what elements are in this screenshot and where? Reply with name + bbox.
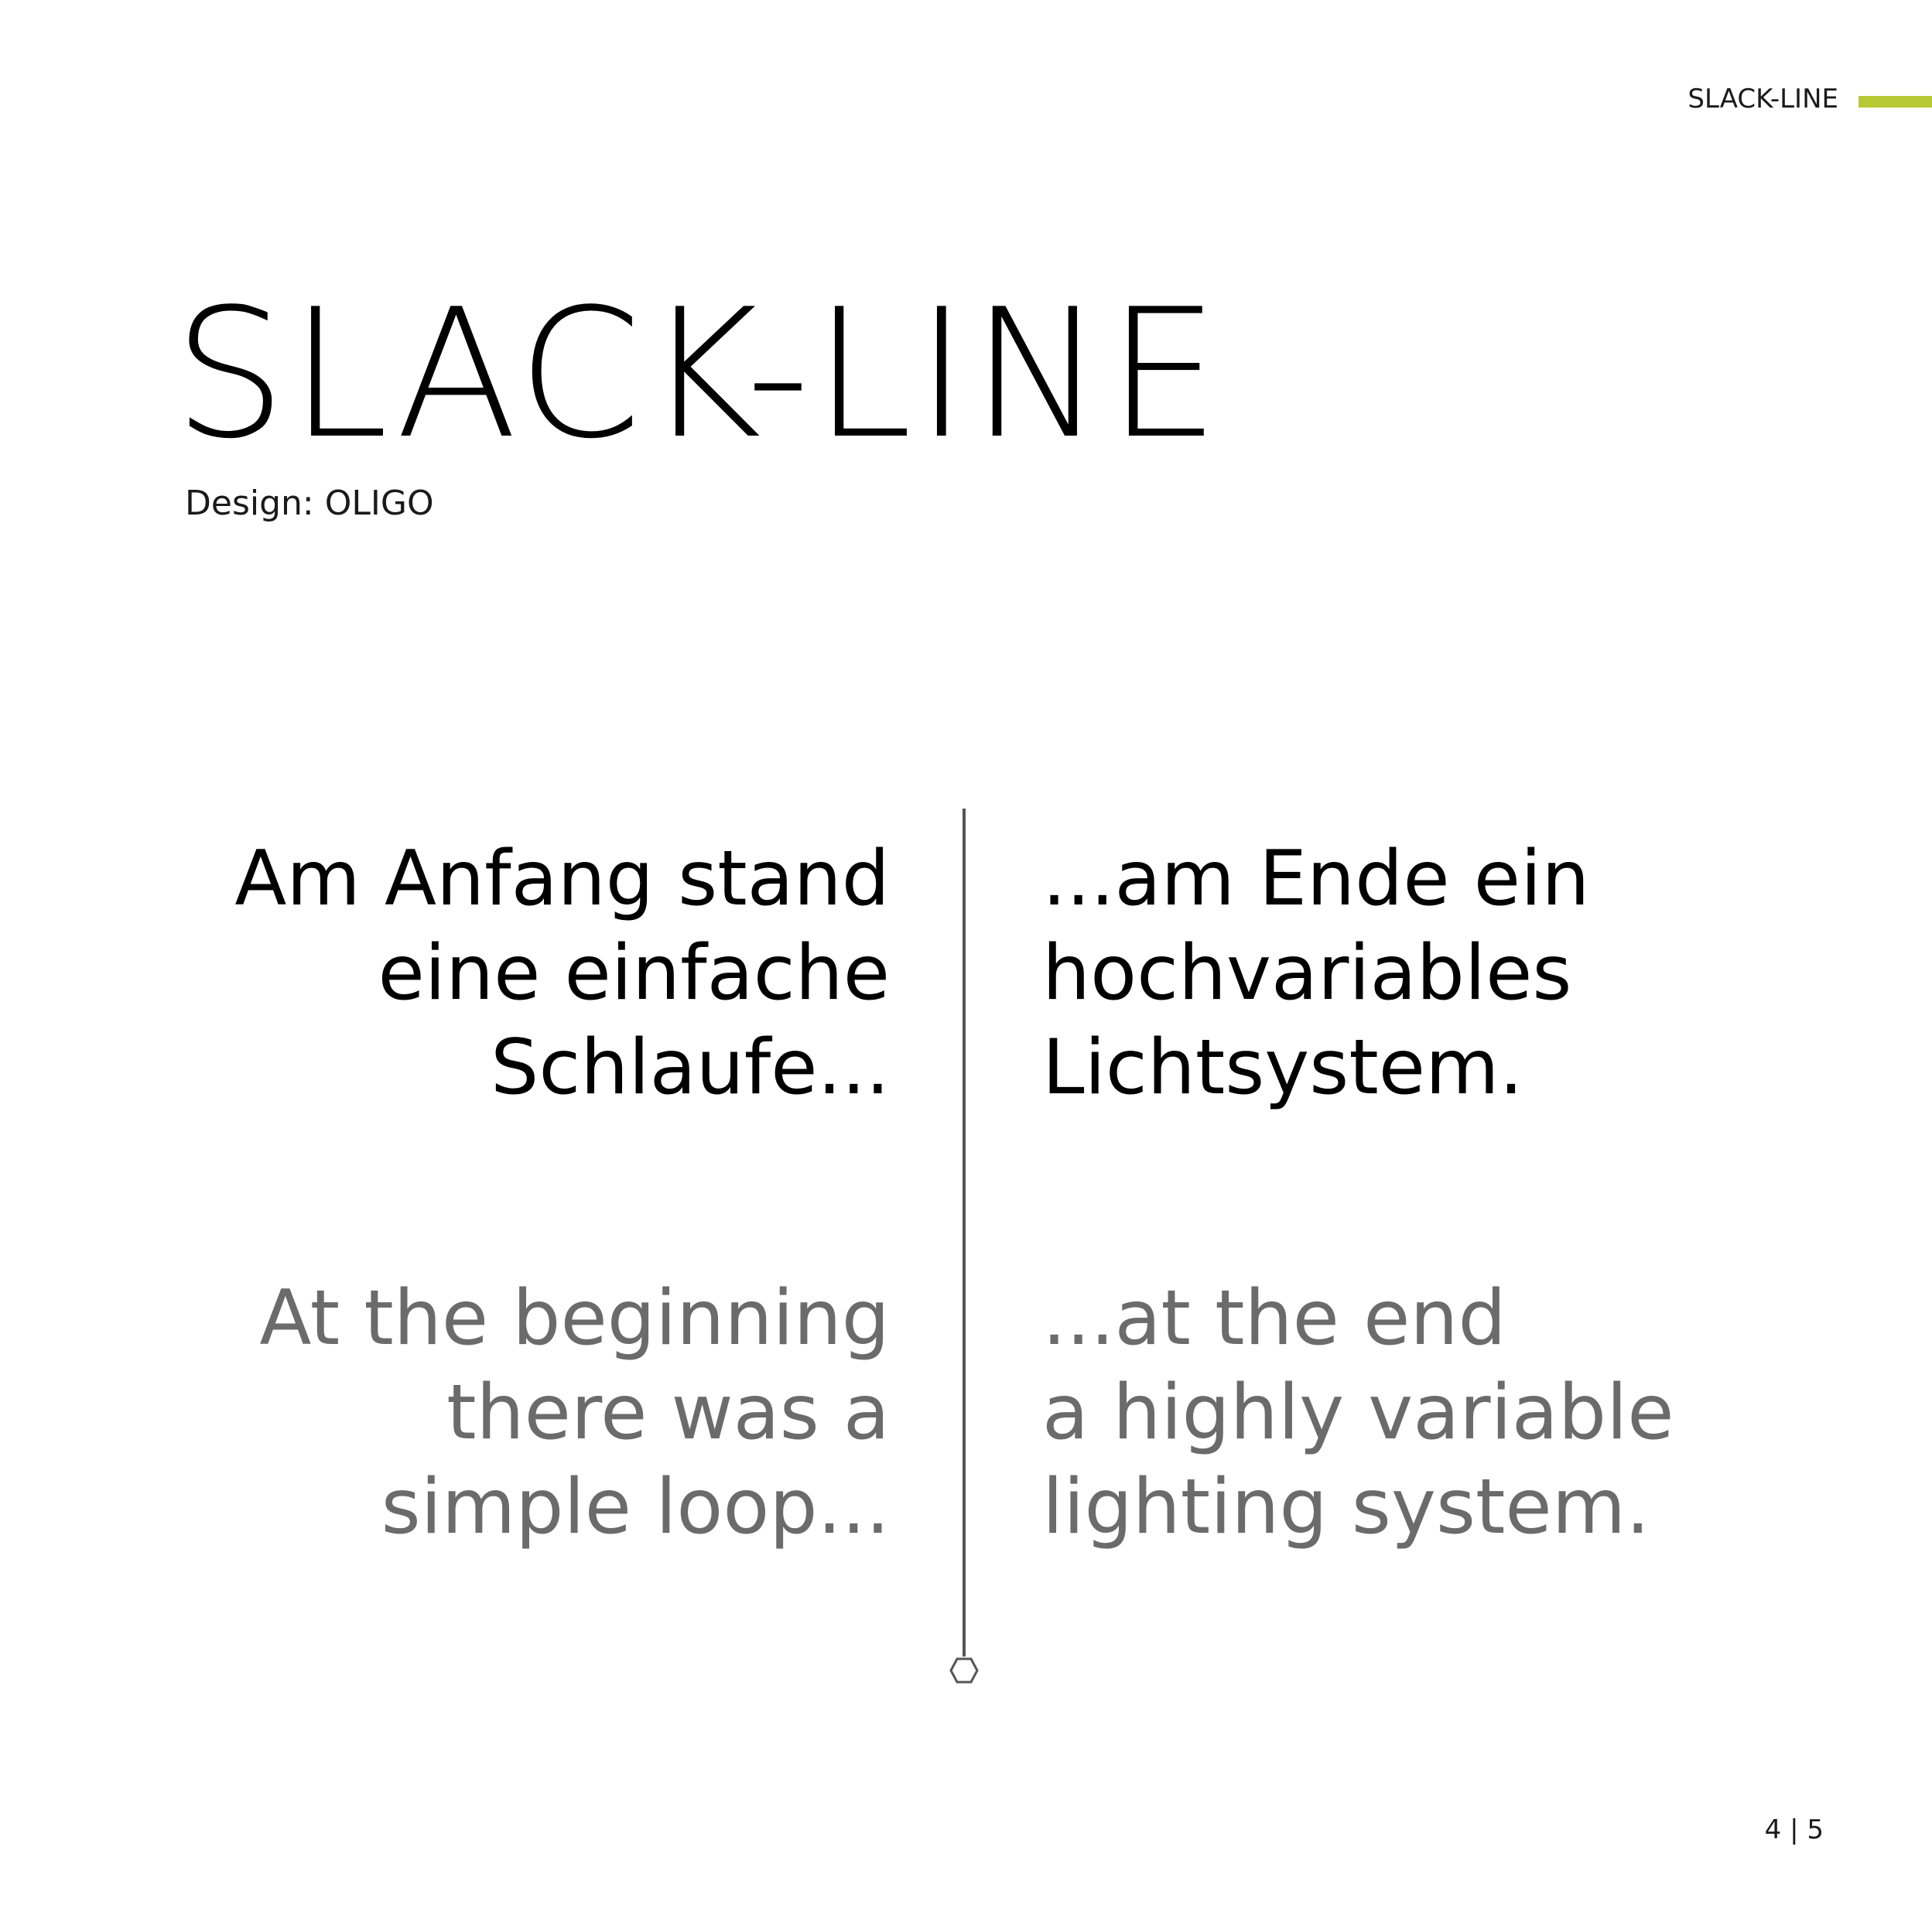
hexagon-outline-icon	[949, 1656, 979, 1685]
german-right-line-1: ...am Ende ein	[1042, 835, 1590, 923]
page-number: 4 | 5	[1764, 1814, 1824, 1845]
page-title: SLACK-LINE	[173, 272, 1223, 478]
design-credit: Design: OLIGO	[185, 484, 434, 523]
vertical-divider-line	[963, 809, 966, 1657]
english-right-line-3: lighting system.	[1042, 1463, 1650, 1551]
english-left-line-1: At the beginning	[259, 1274, 890, 1363]
english-left-line-2: there was a	[446, 1369, 890, 1457]
german-right-line-2: hochvariables	[1042, 929, 1572, 1017]
header-accent-bar	[1858, 96, 1932, 108]
german-text-right	[1042, 832, 1589, 1115]
german-left-line-2: eine einfache	[378, 929, 890, 1017]
english-right-line-1: ...at the end	[1042, 1274, 1506, 1363]
german-left-line-3: Schlaufe...	[491, 1024, 890, 1112]
english-text-right	[1042, 1271, 1674, 1554]
header-label: SLACK-LINE	[1688, 84, 1838, 115]
german-right-line-3: Lichtsystem.	[1042, 1024, 1523, 1112]
german-left-line-1: Am Anfang stand	[234, 835, 890, 923]
english-text-left	[259, 1271, 890, 1554]
english-left-line-3: simple loop...	[381, 1463, 890, 1551]
german-text-left	[234, 832, 890, 1115]
english-right-line-2: a highly variable	[1042, 1369, 1674, 1457]
